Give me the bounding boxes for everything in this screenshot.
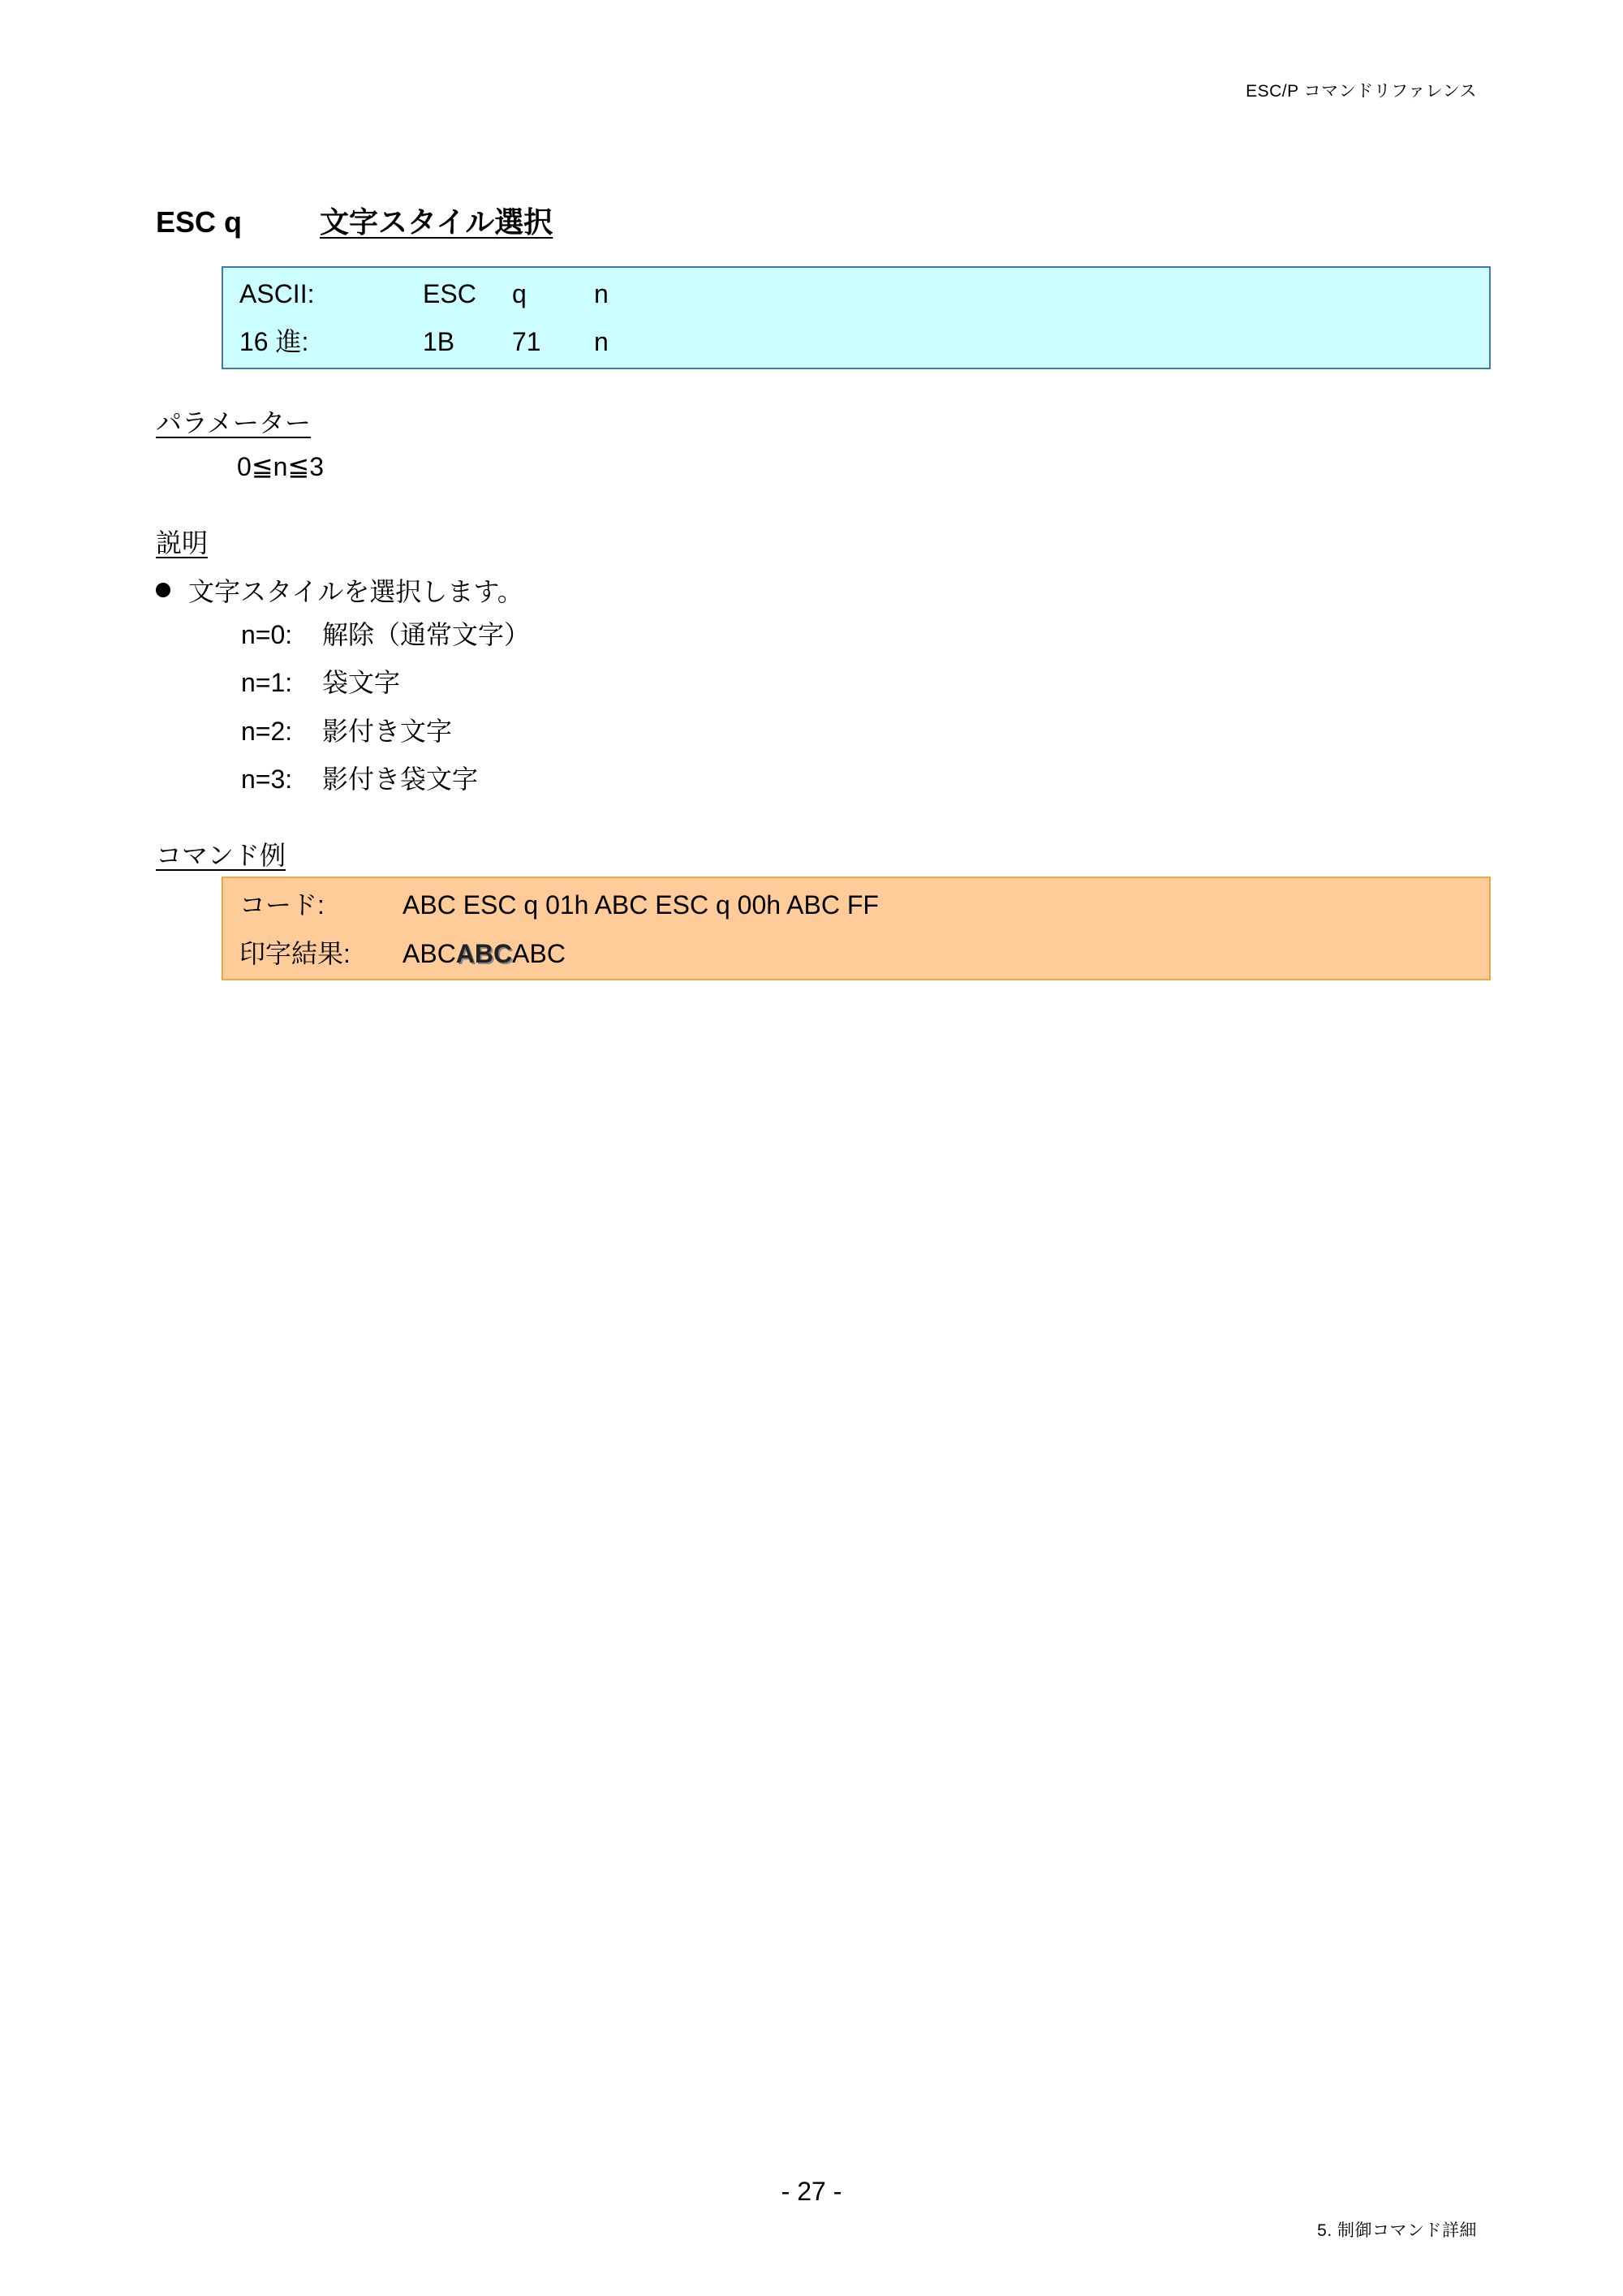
code-value: ABC ESC q 01h ABC ESC q 00h ABC FF <box>403 890 879 920</box>
command-name: ESC q <box>156 205 243 239</box>
hex-label: 16 進: <box>239 327 309 356</box>
result-styled-text: ABC <box>455 939 513 968</box>
bullet-icon <box>156 583 170 597</box>
option-value: 影付き袋文字 <box>322 765 479 794</box>
option-value: 影付き文字 <box>322 717 453 746</box>
hex-code-2: 71 <box>512 327 541 356</box>
option-value: 解除（通常文字） <box>322 620 531 649</box>
footer-section: 5. 制御コマンド詳細 <box>1317 2221 1477 2240</box>
page-number: - 27 - <box>781 2177 842 2206</box>
command-example-box <box>222 877 1491 980</box>
option-key: n=3: <box>241 765 293 794</box>
page-title <box>156 200 553 241</box>
example-heading: コマンド例 <box>156 841 286 870</box>
option-value: 袋文字 <box>322 668 401 697</box>
option-item <box>241 715 452 747</box>
parameter-range: 0≦n≦3 <box>237 452 325 481</box>
option-item <box>241 618 530 651</box>
result-normal-start: ABC <box>403 939 456 968</box>
option-item <box>241 666 400 699</box>
hex-code-3: n <box>594 327 609 356</box>
option-key: n=2: <box>241 717 293 746</box>
ascii-code-2: q <box>512 279 527 308</box>
result-value <box>403 937 566 970</box>
description-heading: 説明 <box>156 528 209 558</box>
command-format-box <box>222 266 1491 369</box>
result-label: 印字結果: <box>239 939 351 968</box>
running-header: ESC/P コマンドリファレンス <box>1246 82 1477 101</box>
hex-code-1: 1B <box>423 327 455 356</box>
ascii-label: ASCII: <box>239 279 315 308</box>
option-item <box>241 763 478 795</box>
bullet-text: 文字スタイルを選択します。 <box>188 577 523 606</box>
description-bullet <box>156 571 523 609</box>
code-label: コード: <box>239 890 325 920</box>
ascii-code-1: ESC <box>423 279 476 308</box>
command-description: 文字スタイル選択 <box>320 205 553 239</box>
option-key: n=0: <box>241 620 293 649</box>
result-normal-end: ABC <box>512 939 566 968</box>
ascii-code-3: n <box>594 279 609 308</box>
option-key: n=1: <box>241 668 293 697</box>
parameters-heading: パラメーター <box>156 408 312 437</box>
